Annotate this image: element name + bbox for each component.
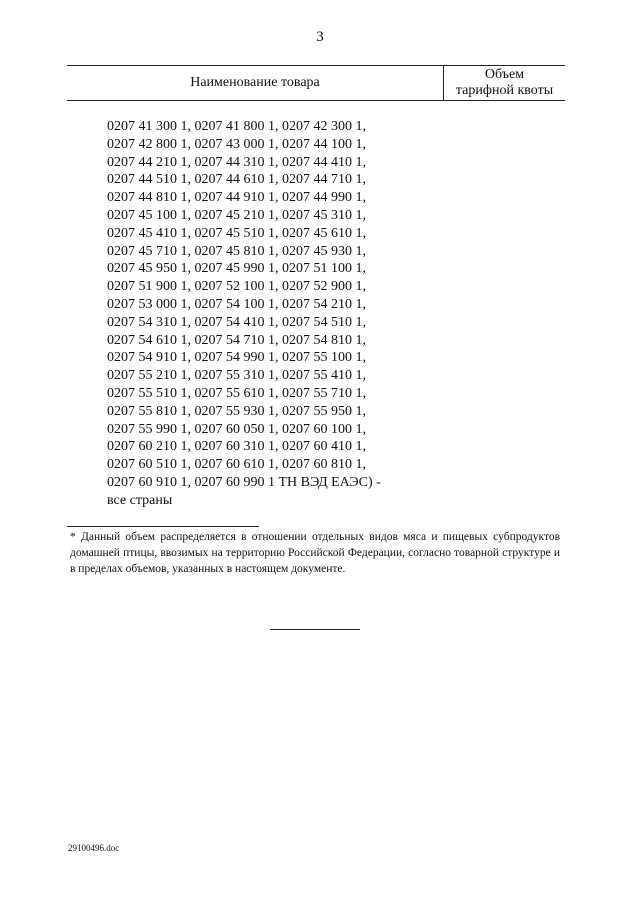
table-header [67, 65, 565, 101]
code-line: 0207 45 100 1, 0207 45 210 1, 0207 45 310 1, [107, 207, 366, 223]
column-header-quota [444, 66, 565, 101]
code-line: 0207 54 610 1, 0207 54 710 1, 0207 54 810 1, [107, 332, 366, 348]
code-line: 0207 42 800 1, 0207 43 000 1, 0207 44 100 1, [107, 136, 366, 152]
code-line: 0207 44 510 1, 0207 44 610 1, 0207 44 710 1, [107, 172, 366, 188]
code-line: 0207 54 310 1, 0207 54 410 1, 0207 54 510 1, [107, 314, 366, 330]
code-line: 0207 45 950 1, 0207 45 990 1, 0207 51 100 1, [107, 261, 366, 277]
footnote-text: * Данный объем распределяется в отношении отдельных видов мяса и пищевых субпродуктов домашней птицы, ввозимых на территорию Российской Федерации, согласно товарной структуре и в пределах объемов, указанных в настоящем документе. [70, 531, 560, 575]
code-line: 0207 60 510 1, 0207 60 610 1, 0207 60 810 1, [107, 457, 366, 473]
code-line: 0207 54 910 1, 0207 54 990 1, 0207 55 100 1, [107, 350, 366, 366]
code-line: 0207 45 710 1, 0207 45 810 1, 0207 45 930 1, [107, 243, 366, 259]
code-line: 0207 55 990 1, 0207 60 050 1, 0207 60 100 1, [107, 421, 366, 437]
column-header-name: Наименование товара [190, 75, 320, 90]
document-reference: 29100496.doc [68, 843, 120, 853]
product-codes-list [107, 118, 427, 510]
end-of-document-rule [270, 629, 360, 630]
page-number: 3 [316, 29, 324, 45]
code-line: 0207 60 210 1, 0207 60 310 1, 0207 60 410 1, [107, 439, 366, 455]
code-line: 0207 41 300 1, 0207 41 800 1, 0207 42 300 1, [107, 119, 366, 134]
code-line: все страны [107, 492, 173, 508]
code-line: 0207 44 810 1, 0207 44 910 1, 0207 44 990 1, [107, 190, 366, 206]
code-line: 0207 53 000 1, 0207 54 100 1, 0207 54 210 1, [107, 296, 366, 312]
column-header-quota-line1: Объем [484, 67, 525, 82]
code-line: 0207 55 810 1, 0207 55 930 1, 0207 55 950 1, [107, 403, 366, 419]
code-line: 0207 51 900 1, 0207 52 100 1, 0207 52 900 1, [107, 279, 366, 295]
code-line: 0207 55 210 1, 0207 55 310 1, 0207 55 410 1, [107, 368, 366, 384]
code-line: 0207 45 410 1, 0207 45 510 1, 0207 45 610 1, [107, 225, 366, 241]
column-header-quota-line2: тарифной квоты [455, 83, 554, 98]
code-line: 0207 44 210 1, 0207 44 310 1, 0207 44 410 1, [107, 154, 366, 170]
code-line: 0207 55 510 1, 0207 55 610 1, 0207 55 710 1, [107, 385, 366, 401]
footnote-rule [67, 526, 259, 527]
code-line: 0207 60 910 1, 0207 60 990 1 ТН ВЭД ЕАЭС) - [107, 474, 381, 490]
